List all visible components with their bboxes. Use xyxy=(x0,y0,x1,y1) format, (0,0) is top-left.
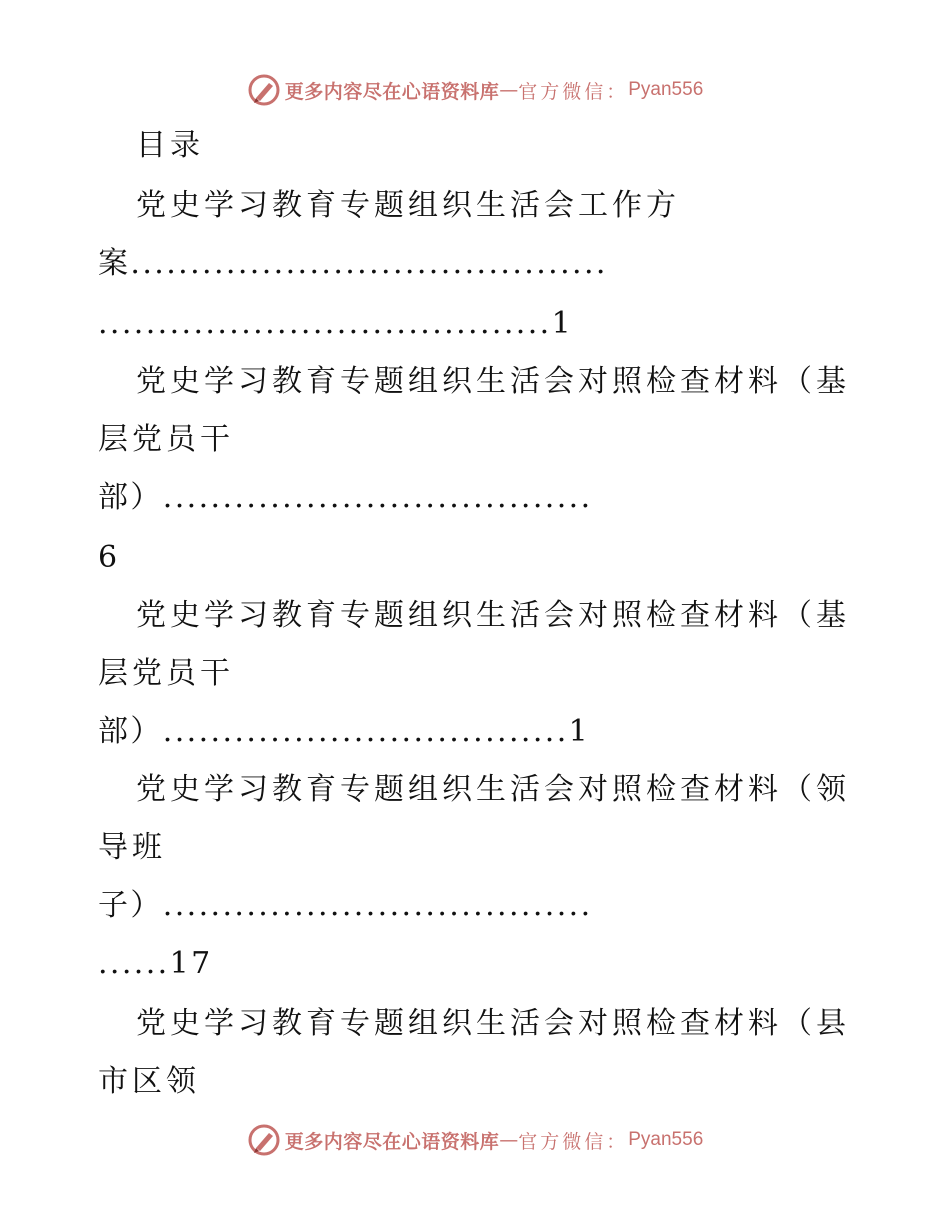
toc-entry-3-line-2: 层党员干 xyxy=(98,656,234,691)
header-watermark xyxy=(0,70,950,110)
watermark-wechat-label: 官方微信： xyxy=(518,80,629,103)
pen-logo-icon xyxy=(247,73,281,107)
watermark-separator: — xyxy=(499,79,519,101)
toc-entry-4-page: ......17 xyxy=(98,946,213,981)
watermark-wechat-id: Pyan556 xyxy=(628,79,704,100)
toc-entry-1-line-2: 案........................................ xyxy=(98,246,608,281)
toc-entry-4-line-1: 党史学习教育专题组织生活会对照检查材料（领 xyxy=(136,772,850,807)
toc-entry-2-line-2: 层党员干 xyxy=(98,422,234,457)
pen-logo-icon xyxy=(247,1123,281,1157)
toc-entry-1-line-1: 党史学习教育专题组织生活会工作方 xyxy=(136,188,680,223)
toc-entry-4-line-3: 子）.................................... xyxy=(98,888,593,923)
toc-entry-2-page: 6 xyxy=(98,540,122,575)
toc-entry-5-line-2: 市区领 xyxy=(98,1064,200,1099)
watermark-site-text: 更多内容尽在心语资料库 xyxy=(284,80,500,103)
watermark-site-text: 更多内容尽在心语资料库 xyxy=(284,1130,500,1153)
toc-title: 目录 xyxy=(136,128,204,163)
watermark-wechat-label: 官方微信： xyxy=(518,1130,629,1153)
footer-watermark xyxy=(0,1120,950,1160)
toc-entry-4-line-2: 导班 xyxy=(98,830,166,865)
watermark-separator: — xyxy=(499,1129,519,1151)
toc-entry-3-line-1: 党史学习教育专题组织生活会对照检查材料（基 xyxy=(136,598,850,633)
toc-entry-5-line-1: 党史学习教育专题组织生活会对照检查材料（县 xyxy=(136,1006,850,1041)
watermark-wechat-id: Pyan556 xyxy=(628,1129,704,1150)
toc-entry-1-page: ......................................1 xyxy=(98,306,574,341)
toc-entry-3-line-3: 部）..................................1 xyxy=(98,714,591,749)
toc-entry-2-line-3: 部）.................................... xyxy=(98,480,593,515)
toc-entry-2-line-1: 党史学习教育专题组织生活会对照检查材料（基 xyxy=(136,364,850,399)
